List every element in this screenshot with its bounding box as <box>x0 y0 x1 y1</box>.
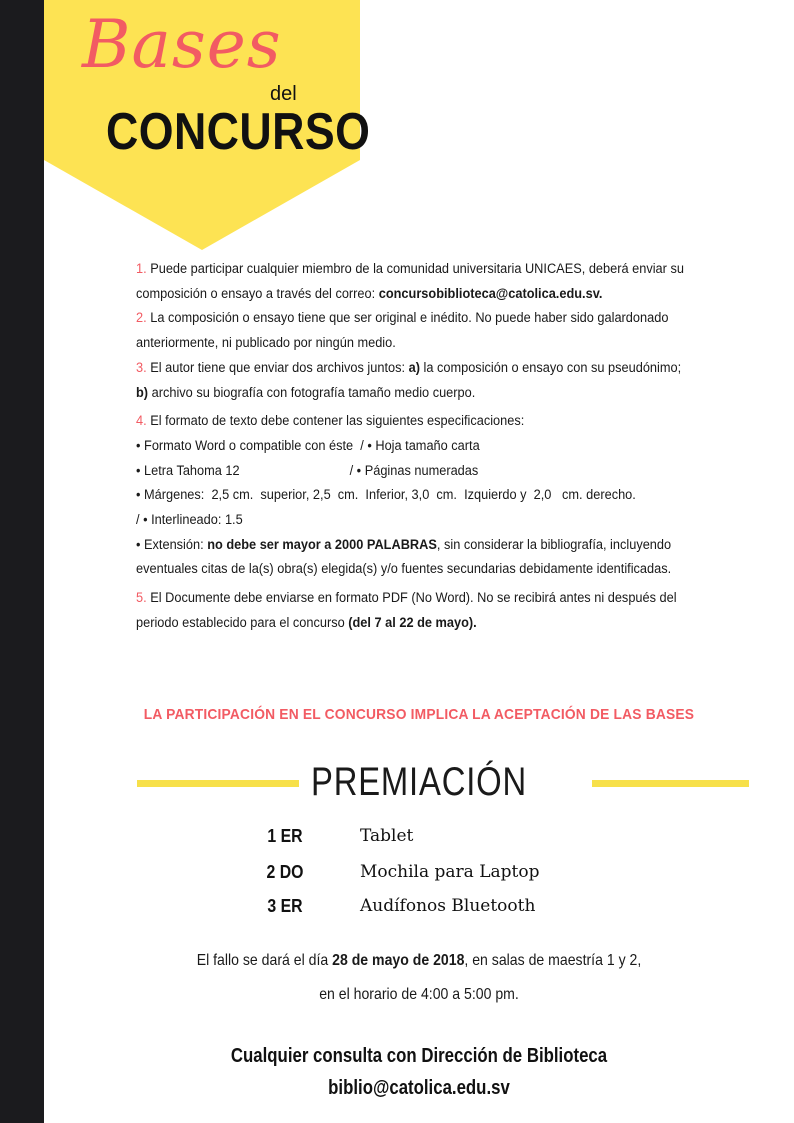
contact-info <box>104 1040 734 1104</box>
prize-row <box>250 862 650 892</box>
results-date: 28 de mayo de 2018 <box>332 952 465 969</box>
prize-item: Mochila para Laptop <box>360 862 540 882</box>
rule-2 <box>136 306 694 355</box>
rule-text: archivo su biografía con fotografía tamaño medio cuerpo. <box>148 384 476 401</box>
rule-text: , sin considerar la bibliografía, incluyendo eventuales citas de la(s) obra(s) elegida(s) y/o fuentes secundarias debidamente identificadas. <box>136 536 672 578</box>
title-main: CONCURSO <box>106 103 371 161</box>
contact-line: Cualquier consulta con Dirección de Biblioteca <box>230 1045 608 1067</box>
rule-number: 4. <box>136 413 147 430</box>
rules-list <box>136 257 785 636</box>
rule-text: La composición o ensayo tiene que ser original e inédito. No puede haber sido galardonado anteriormente, ni publicado por ningún medio. <box>136 310 669 352</box>
prize-item: Audífonos Bluetooth <box>360 896 536 916</box>
format-spec: • Formato Word o compatible con éste / • Hoja tamaño carta <box>136 437 480 454</box>
left-sidebar-bar <box>0 0 44 1123</box>
rule-number: 3. <box>136 359 147 376</box>
prize-row <box>250 826 650 856</box>
format-spec: • Márgenes: 2,5 cm. superior, 2,5 cm. Inferior, 3,0 cm. Izquierdo y 2,0 cm. derecho. / • Interlineado: 1.5 <box>136 487 785 529</box>
rule-bold: a) <box>408 359 420 376</box>
prize-item: Tablet <box>360 826 414 846</box>
rule-text: El autor tiene que enviar dos archivos juntos: <box>150 359 409 376</box>
rule-text: Puede participar cualquier miembro de la comunidad universitaria UNICAES, deberá enviar su composición o ensayo a través del correo: <box>136 261 684 302</box>
rule-text: El Documente debe enviarse en formato PDF (No Word). No se recibirá antes ni después del periodo establecido para el concurso <box>136 590 677 631</box>
results-time: en el horario de 4:00 a 5:00 pm. <box>319 986 519 1003</box>
premiacion-title: PREMIACIÓN <box>311 760 527 804</box>
prize-rank: 1 ER <box>267 826 303 846</box>
prize-rank: 3 ER <box>267 896 303 916</box>
contest-email: concursobiblioteca@catolica.edu.sv. <box>378 285 603 302</box>
title-script: Bases <box>82 6 282 83</box>
prize-row <box>250 896 650 926</box>
rule-number: 5. <box>136 590 147 607</box>
format-spec: • Letra Tahoma 12 / • Páginas numeradas <box>136 462 479 479</box>
format-extension <box>136 533 694 582</box>
results-text: El fallo se dará el día <box>196 952 333 969</box>
rule-number: 1. <box>136 261 147 277</box>
results-text: , en salas de maestría 1 y 2, <box>464 952 642 969</box>
results-line <box>89 944 749 978</box>
contact-email[interactable]: biblio@catolica.edu.sv <box>328 1077 510 1099</box>
rule-1 <box>136 257 694 306</box>
results-announcement <box>89 944 749 1012</box>
rule-bold: (del 7 al 22 de mayo). <box>348 614 477 631</box>
title-small: del <box>270 83 297 105</box>
acceptance-notice: LA PARTICIPACIÓN EN EL CONCURSO IMPLICA LA ACEPTACIÓN DE LAS BASES <box>143 706 695 723</box>
rule-number: 2. <box>136 310 147 327</box>
rule-bold: no debe ser mayor a 2000 PALABRAS <box>207 536 437 553</box>
rule-3 <box>136 356 694 405</box>
rule-text: la composición o ensayo con su pseudónimo; <box>419 359 682 376</box>
prize-rank: 2 DO <box>266 862 304 882</box>
rule-text: El formato de texto debe contener las siguientes especificaciones: <box>150 413 525 430</box>
rule-text: • Extensión: <box>136 536 208 553</box>
rule-5 <box>136 586 694 635</box>
rule-4 <box>136 409 694 434</box>
rule-bold: b) <box>136 384 149 401</box>
